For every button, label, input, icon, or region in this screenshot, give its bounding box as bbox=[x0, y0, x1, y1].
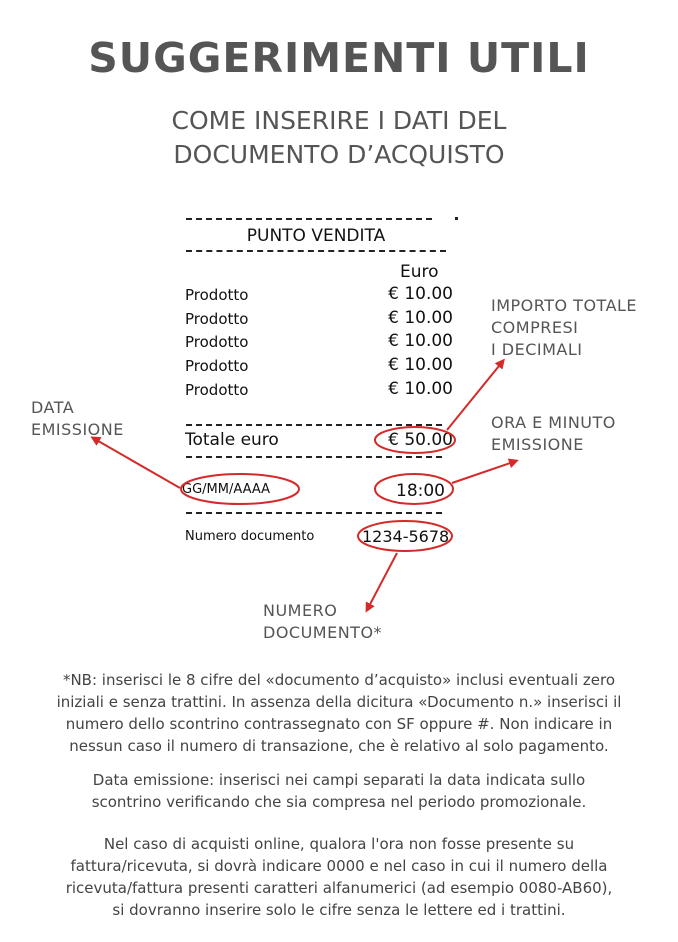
annotation-line: DOCUMENTO* bbox=[263, 623, 383, 642]
item-name: Prodotto bbox=[185, 286, 249, 304]
annotation-line: IMPORTO TOTALE bbox=[491, 296, 638, 315]
item-price: € 10.00 bbox=[388, 379, 453, 399]
annotation-line: NUMERO bbox=[263, 601, 338, 620]
store-name: PUNTO VENDITA bbox=[246, 226, 386, 246]
annotation-data-emissione bbox=[31, 397, 124, 441]
annotation-line: EMISSIONE bbox=[491, 435, 584, 454]
item-name: Prodotto bbox=[185, 333, 249, 351]
data-emissione-arrow bbox=[93, 438, 180, 488]
total-value: € 50.00 bbox=[388, 430, 453, 450]
annotation-line: ORA E MINUTO bbox=[491, 413, 616, 432]
item-name: Prodotto bbox=[185, 381, 249, 399]
note-line: *NB: inserisci le 8 cifre del «documento d’acquisto» inclusi eventuali zero bbox=[62, 671, 616, 689]
note-line: Data emissione: inserisci nei campi separati la data indicata sullo bbox=[92, 771, 586, 789]
annotation-numero-documento bbox=[263, 600, 382, 644]
note-acquisti-online bbox=[20, 833, 658, 921]
time-value: 18:00 bbox=[396, 481, 445, 501]
note-line: ricevuta/fattura presenti caratteri alfanumerici (ad esempio 0080-AB60), bbox=[65, 879, 613, 897]
doc-label: Numero documento bbox=[185, 529, 315, 544]
note-line: Nel caso di acquisti online, qualora l'ora non fosse presente su bbox=[103, 835, 575, 853]
note-data-emissione bbox=[20, 769, 658, 813]
date-value: GG/MM/AAAA bbox=[182, 482, 270, 497]
doc-value-highlight bbox=[358, 521, 452, 551]
currency-header: Euro bbox=[400, 262, 439, 282]
page-title: SUGGERIMENTI UTILI bbox=[88, 34, 590, 82]
time-value-highlight bbox=[375, 474, 453, 504]
item-price: € 10.00 bbox=[388, 284, 453, 304]
note-line: numero dello scontrino contrassegnato con SF oppure #. Non indicare in bbox=[65, 715, 613, 733]
item-name: Prodotto bbox=[185, 357, 249, 375]
ora-arrow bbox=[452, 461, 516, 483]
subtitle-line-2: DOCUMENTO D’ACQUISTO bbox=[173, 140, 505, 169]
subtitle-line-1: COME INSERIRE I DATI DEL bbox=[171, 106, 507, 135]
annotation-line: I DECIMALI bbox=[491, 340, 583, 359]
item-price: € 10.00 bbox=[388, 308, 453, 328]
note-line: iniziali e senza trattini. In assenza della dicitura «Documento n.» inserisci il bbox=[56, 693, 622, 711]
annotation-line: DATA bbox=[31, 398, 75, 417]
note-line: si dovranno inserire solo le cifre senza le lettere ed i trattini. bbox=[112, 901, 566, 919]
annotation-importo-totale bbox=[491, 295, 637, 361]
note-line: nessun caso il numero di transazione, che è relativo al solo pagamento. bbox=[69, 737, 609, 755]
item-price: € 10.00 bbox=[388, 331, 453, 351]
item-name: Prodotto bbox=[185, 310, 249, 328]
annotation-line: EMISSIONE bbox=[31, 420, 124, 439]
total-label: Totale euro bbox=[185, 430, 279, 450]
note-line: scontrino verificando che sia compresa nel periodo promozionale. bbox=[91, 793, 587, 811]
annotation-line: COMPRESI bbox=[491, 318, 579, 337]
annotation-ora-minuto bbox=[491, 412, 616, 456]
note-line: fattura/ricevuta, si dovrà indicare 0000 e nel caso in cui il numero della bbox=[70, 857, 608, 875]
doc-value: 1234-5678 bbox=[362, 527, 450, 546]
total-value-highlight bbox=[375, 427, 455, 453]
date-value-highlight bbox=[181, 474, 299, 504]
note-nb bbox=[20, 669, 658, 757]
item-price: € 10.00 bbox=[388, 355, 453, 375]
